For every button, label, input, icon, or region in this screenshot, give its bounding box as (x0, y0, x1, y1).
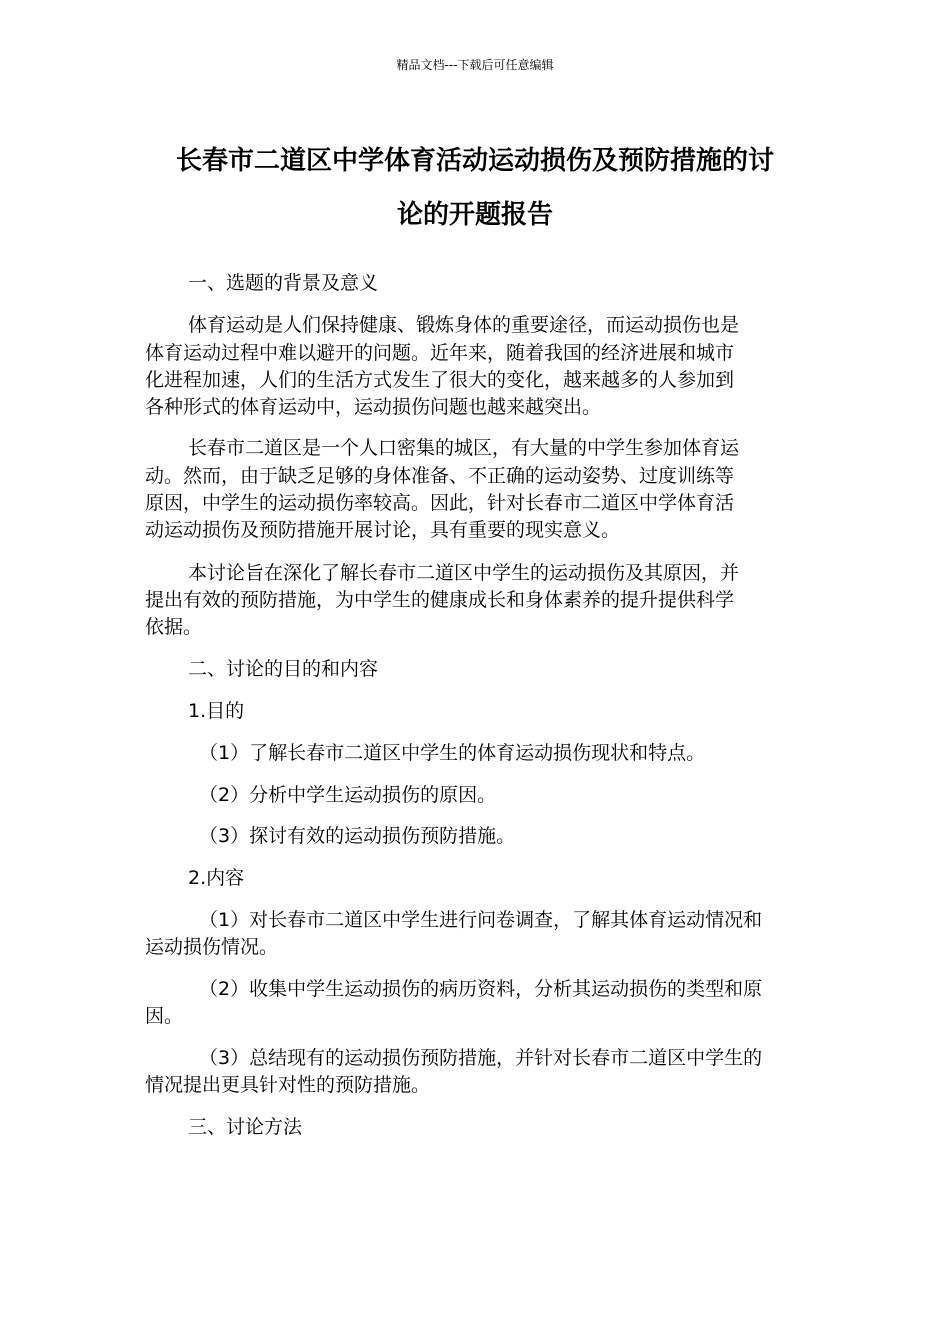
list-item-continuation: 因。 (145, 1005, 184, 1027)
paragraph-line: 动。然而，由于缺乏足够的身体准备、不正确的运动姿势、过度训练等 (145, 465, 735, 487)
list-item: （2）收集中学生运动损伤的病历资料，分析其运动损伤的类型和原 (199, 978, 763, 1000)
paragraph-line: 长春市二道区是一个人口密集的城区，有大量的中学生参加体育运 (188, 437, 740, 459)
document-title (130, 134, 820, 242)
list-item-continuation: 运动损伤情况。 (145, 936, 279, 958)
section-heading-3: 三、讨论方法 (188, 1116, 303, 1138)
title-line-1: 长春市二道区中学体育活动运动损伤及预防措施的讨 (175, 146, 774, 176)
list-item: （1）对长春市二道区中学生进行问卷调查，了解其体育运动情况和 (199, 909, 763, 931)
list-item: （1）了解长春市二道区中学生的体育运动损伤现状和特点。 (199, 742, 706, 764)
paragraph-line: 各种形式的体育运动中，运动损伤问题也越来越突出。 (145, 396, 602, 418)
paragraph-line: 化进程加速，人们的生活方式发生了很大的变化，越来越多的人参加到 (145, 369, 735, 391)
title-line-2: 论的开题报告 (396, 200, 553, 230)
paragraph-line: 原因，中学生的运动损伤率较高。因此，针对长春市二道区中学体育活 (145, 492, 735, 514)
subsection-heading: 1.目的 (188, 700, 245, 722)
header-note: 精品文档---下载后可任意编辑 (396, 58, 554, 72)
list-item-continuation: 情况提出更具针对性的预防措施。 (145, 1074, 431, 1096)
section-heading-2: 二、讨论的目的和内容 (188, 658, 379, 680)
subsection-heading: 2.内容 (188, 867, 245, 889)
section-heading-1: 一、选题的背景及意义 (188, 272, 379, 294)
paragraph-line: 体育运动是人们保持健康、锻炼身体的重要途径，而运动损伤也是 (188, 314, 740, 336)
paragraph-line: 依据。 (145, 616, 203, 638)
list-item: （3）总结现有的运动损伤预防措施，并针对长春市二道区中学生的 (199, 1047, 763, 1069)
paragraph-line: 提出有效的预防措施，为中学生的健康成长和身体素养的提升提供科学 (145, 589, 735, 611)
list-item: （2）分析中学生运动损伤的原因。 (199, 784, 497, 806)
list-item: （3）探讨有效的运动损伤预防措施。 (199, 825, 516, 847)
paragraph-line: 体育运动过程中难以避开的问题。近年来，随着我国的经济进展和城市 (145, 342, 735, 364)
paragraph-line: 本讨论旨在深化了解长春市二道区中学生的运动损伤及其原因，并 (188, 562, 740, 584)
paragraph-line: 动运动损伤及预防措施开展讨论，具有重要的现实意义。 (145, 519, 621, 541)
